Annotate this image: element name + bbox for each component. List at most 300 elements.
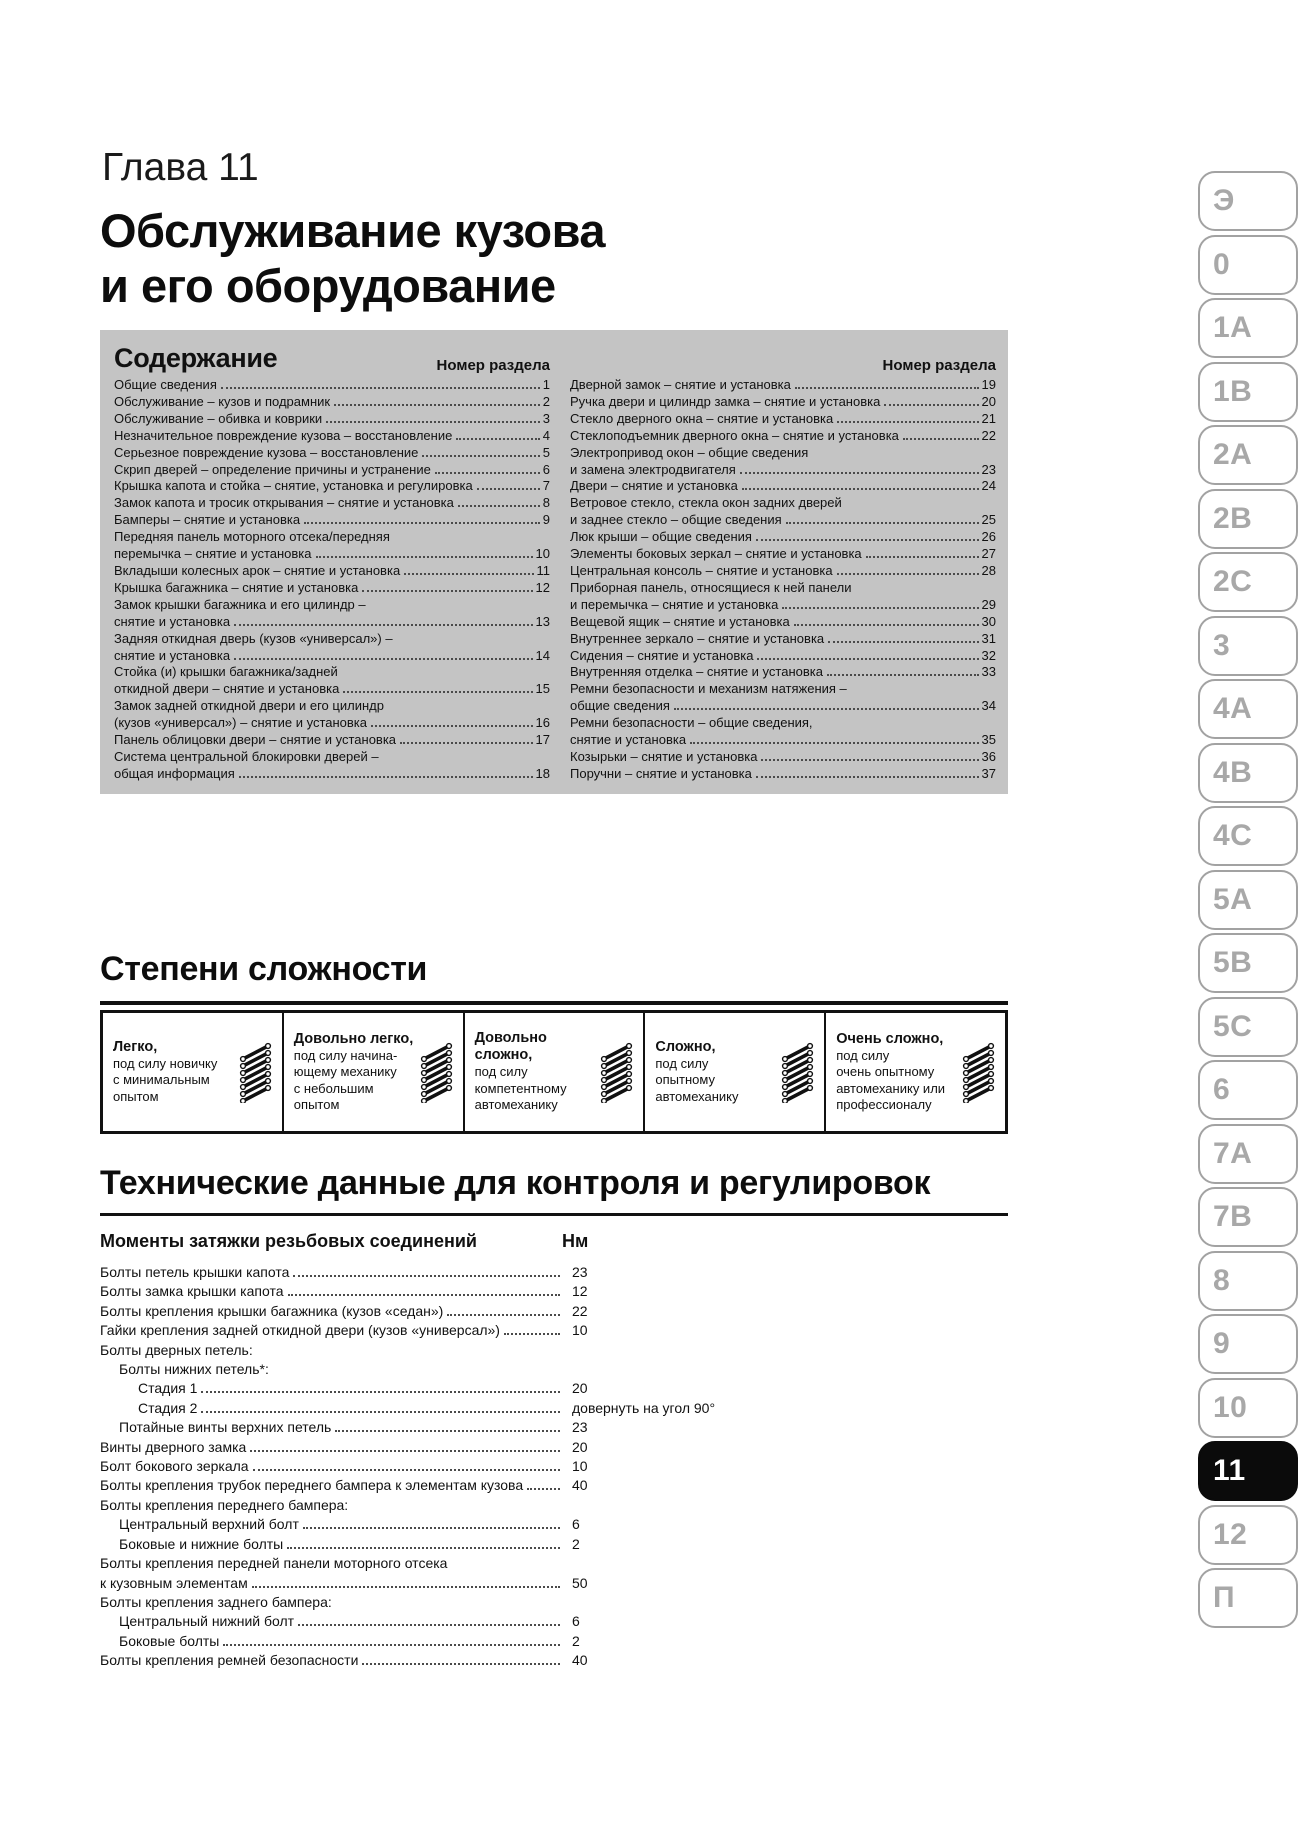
toc-item-label: Ветровое стекло, стекла окон задних дверей <box>570 495 842 511</box>
dotted-leader <box>298 1624 560 1626</box>
dotted-leader <box>362 590 532 592</box>
page-title-line1: Обслуживание кузова <box>100 204 606 257</box>
difficulty-level-text <box>113 1039 234 1106</box>
toc-heading: Содержание <box>114 343 278 373</box>
torque-row <box>100 1515 760 1534</box>
toc-item <box>570 749 996 766</box>
toc-item-label: Вкладыши колесных арок – снятие и установка <box>114 562 401 578</box>
toc-item <box>114 597 550 631</box>
toc-right-column <box>570 338 996 783</box>
torque-value: 40 <box>572 1652 588 1669</box>
torque-row-label: Боковые болты <box>119 1632 220 1649</box>
torque-row-label-zone <box>100 1593 562 1612</box>
toc-item-number: 13 <box>535 613 550 629</box>
torque-row <box>100 1418 760 1437</box>
torque-value: 40 <box>572 1477 588 1494</box>
toc-item-number: 25 <box>981 512 996 528</box>
side-tab: 2C <box>1198 552 1298 612</box>
toc-item-label: Двери – снятие и установка <box>570 478 738 494</box>
toc-item <box>570 580 996 614</box>
wrench-stack-icon <box>957 1041 1001 1103</box>
toc-item <box>570 631 996 648</box>
toc-item <box>114 377 550 394</box>
side-tab: П <box>1198 1568 1298 1628</box>
side-tab: 9 <box>1198 1314 1298 1374</box>
toc-item-line <box>114 614 550 631</box>
toc-item-line <box>114 597 550 614</box>
difficulty-level-desc-line: очень опытному <box>836 1064 935 1079</box>
dotted-leader <box>786 522 979 524</box>
torque-row-label-zone <box>100 1360 562 1379</box>
torque-row-label: Болты крепления передней панели моторного отсека <box>100 1555 448 1572</box>
toc-item-label: Скрип дверей – определение причины и устранение <box>114 461 431 477</box>
toc-item <box>570 529 996 546</box>
torque-row <box>100 1302 760 1321</box>
torque-row-label-zone <box>100 1554 562 1573</box>
toc-item-line <box>114 495 550 512</box>
toc-item-label: Передняя панель моторного отсека/передняя <box>114 529 390 545</box>
torque-row <box>100 1612 760 1631</box>
dotted-leader <box>447 1314 560 1316</box>
toc-item <box>570 478 996 495</box>
torque-row-label: Болт бокового зеркала <box>100 1458 249 1475</box>
torque-row-label-zone <box>100 1263 562 1282</box>
difficulty-level <box>643 1013 824 1131</box>
torque-row <box>100 1496 760 1515</box>
toc-item-number: 33 <box>981 664 996 680</box>
dotted-leader <box>456 438 539 440</box>
torque-value: 23 <box>572 1264 588 1280</box>
toc-item-line <box>114 462 550 479</box>
torque-row <box>100 1438 760 1457</box>
difficulty-level <box>103 1013 282 1131</box>
toc-item-line <box>570 462 996 479</box>
toc-item-label: Панель облицовки двери – снятие и установка <box>114 732 397 748</box>
toc-item-label: Ремни безопасности – общие сведения, <box>570 715 813 731</box>
toc-item <box>570 428 996 445</box>
side-tab: 5B <box>1198 933 1298 993</box>
toc-item-number: 35 <box>981 732 996 748</box>
dotted-leader <box>837 573 979 575</box>
toc-item-line <box>114 631 550 648</box>
toc-item-label: Серьезное повреждение кузова – восстановление <box>114 444 419 460</box>
torque-value: 20 <box>572 1438 588 1455</box>
toc-item-label: Стеклоподъемник дверного окна – снятие и установка <box>570 427 899 443</box>
difficulty-level-title: Довольно сложно, <box>474 1030 547 1064</box>
torque-row-label-zone <box>100 1632 562 1651</box>
toc-item-line <box>570 478 996 495</box>
toc-item-label: Электропривод окон – общие сведения <box>570 444 809 460</box>
dotted-leader <box>690 742 978 744</box>
toc-item <box>570 648 996 665</box>
toc-item <box>570 377 996 394</box>
toc-item-label: Центральная консоль – снятие и установка <box>570 562 833 578</box>
difficulty-level-desc-line: автомеханику или <box>836 1080 946 1096</box>
table-of-contents <box>100 330 1008 794</box>
torque-value: 10 <box>572 1322 588 1339</box>
dotted-leader <box>223 1644 560 1646</box>
dotted-leader <box>827 674 979 676</box>
toc-item-number: 29 <box>981 596 996 612</box>
toc-item-label: Замок капота и тросик открывания – снятие и установка <box>114 495 454 511</box>
dotted-leader <box>334 404 540 406</box>
dotted-leader <box>782 607 978 609</box>
wrench-stack-icon <box>415 1041 459 1103</box>
torque-row-label-zone <box>100 1438 562 1457</box>
toc-item <box>114 428 550 445</box>
toc-item-label: снятие и установка <box>570 732 687 748</box>
side-tab: 12 <box>1198 1505 1298 1565</box>
toc-item-number: 8 <box>542 495 550 511</box>
side-tab: 8 <box>1198 1251 1298 1311</box>
toc-item-number: 21 <box>981 410 996 426</box>
difficulty-level-desc-line: опытом <box>293 1097 340 1112</box>
dotted-leader <box>404 573 533 575</box>
side-tab-strip <box>1198 171 1298 1632</box>
torque-row-label-zone <box>100 1535 562 1554</box>
toc-item-label: Крышка багажника – снятие и установка <box>114 579 359 595</box>
toc-item-line <box>570 580 996 597</box>
torque-value: 6 <box>572 1516 580 1533</box>
toc-item-label: Замок задней откидной двери и его цилиндр <box>114 698 384 714</box>
toc-item-line <box>570 377 996 394</box>
toc-item-number: 15 <box>535 681 550 697</box>
toc-item-line <box>114 394 550 411</box>
torque-row-label: Болты замка крышки капота <box>100 1283 284 1300</box>
torque-value: 2 <box>572 1632 580 1649</box>
toc-left-column <box>114 338 550 783</box>
torque-unit-header: Нм <box>562 1231 589 1251</box>
side-tab: 2A <box>1198 425 1298 485</box>
torque-row <box>100 1263 760 1282</box>
dotted-leader <box>316 556 533 558</box>
toc-item-number: 32 <box>981 647 996 663</box>
toc-item-line <box>114 732 550 749</box>
toc-item <box>114 580 550 597</box>
toc-item-label: Ручка двери и цилиндр замка – снятие и установка <box>570 393 881 409</box>
torque-row-label-zone <box>100 1321 562 1340</box>
toc-item-line <box>114 377 550 394</box>
dotted-leader <box>287 1547 560 1549</box>
torque-row-label-zone <box>100 1651 562 1670</box>
side-tab: 5C <box>1198 997 1298 1057</box>
side-tab: 1A <box>1198 298 1298 358</box>
toc-item <box>114 512 550 529</box>
toc-item-label: откидной двери – снятие и установка <box>114 681 340 697</box>
torque-row-label: к кузовным элементам <box>100 1574 248 1591</box>
dotted-leader <box>742 488 979 490</box>
side-tab: 7A <box>1198 1124 1298 1184</box>
toc-item <box>570 766 996 783</box>
toc-item-label: (кузов «универсал») – снятие и установка <box>114 715 368 731</box>
difficulty-level-desc-line: под силу <box>474 1064 528 1080</box>
dotted-leader <box>740 472 979 474</box>
toc-item-number: 24 <box>981 478 996 494</box>
wrench-stack-icon <box>595 1041 639 1103</box>
toc-item-line <box>114 664 550 681</box>
toc-item-label: Обслуживание – кузов и подрамник <box>114 393 331 409</box>
toc-item-number: 10 <box>535 546 550 562</box>
torque-row <box>100 1360 760 1379</box>
torque-row-label: Потайные винты верхних петель <box>119 1419 332 1436</box>
toc-item-line <box>570 529 996 546</box>
difficulty-heading: Степени сложности <box>100 950 1008 1005</box>
torque-row-label-zone <box>100 1515 562 1534</box>
dotted-leader <box>504 1333 560 1335</box>
toc-item <box>570 394 996 411</box>
toc-item <box>570 715 996 749</box>
toc-item-number: 16 <box>535 715 550 731</box>
toc-item-line <box>114 563 550 580</box>
torque-value: 2 <box>572 1535 580 1552</box>
torque-row <box>100 1282 760 1301</box>
dotted-leader <box>795 387 979 389</box>
toc-item-line <box>570 681 996 698</box>
toc-item-line <box>570 732 996 749</box>
toc-item-label: Дверной замок – снятие и установка <box>570 377 791 392</box>
dotted-leader <box>253 1469 560 1471</box>
dotted-leader <box>343 691 532 693</box>
difficulty-level-desc-line: компетентному <box>474 1080 567 1096</box>
toc-item-line <box>114 698 550 715</box>
dotted-leader <box>422 455 539 457</box>
toc-item <box>570 563 996 580</box>
difficulty-level-text <box>836 1031 957 1114</box>
dotted-leader <box>794 624 979 626</box>
toc-item-label: Стойка (и) крышки багажника/задней <box>114 664 338 680</box>
toc-item-line <box>114 445 550 462</box>
toc-item-label: Вещевой ящик – снятие и установка <box>570 613 790 629</box>
toc-item-line <box>570 597 996 614</box>
toc-item-label: Незначительное повреждение кузова – восстановление <box>114 427 453 443</box>
side-tab: 4C <box>1198 806 1298 866</box>
difficulty-level-desc-line: автомеханику <box>474 1097 558 1113</box>
dotted-leader <box>828 641 978 643</box>
torque-row-label: Болты крепления переднего бампера: <box>100 1496 349 1513</box>
difficulty-level <box>282 1013 463 1131</box>
torque-row-label-zone <box>100 1496 562 1515</box>
torque-row-label-zone <box>100 1476 562 1495</box>
torque-value: 12 <box>572 1283 588 1300</box>
toc-item-label: Приборная панель, относящиеся к ней панели <box>570 579 852 595</box>
dotted-leader <box>756 539 979 541</box>
toc-item <box>570 614 996 631</box>
toc-item-label: Бамперы – снятие и установка <box>114 512 301 528</box>
toc-item-number: 5 <box>542 444 550 460</box>
toc-item-number: 36 <box>981 748 996 764</box>
toc-item <box>114 394 550 411</box>
toc-item-label: Система центральной блокировки дверей – <box>114 748 379 764</box>
torque-row-label: Болты дверных петель: <box>100 1341 253 1358</box>
toc-item-number: 19 <box>981 377 996 392</box>
dotted-leader <box>304 522 540 524</box>
dotted-leader <box>288 1294 561 1296</box>
toc-item-line <box>570 715 996 732</box>
toc-item-number: 37 <box>981 765 996 781</box>
toc-item <box>114 698 550 732</box>
dotted-leader <box>400 742 532 744</box>
toc-item-line <box>114 529 550 546</box>
toc-left-header <box>114 338 550 374</box>
toc-item-number: 1 <box>542 377 550 392</box>
toc-item <box>570 495 996 529</box>
torque-row <box>100 1554 760 1573</box>
technical-data-heading: Технические данные для контроля и регулировок <box>100 1164 1008 1216</box>
difficulty-level-desc-line: опытному <box>655 1072 715 1088</box>
toc-item-label: Внутренняя отделка – снятие и установка <box>570 664 823 680</box>
toc-item-label: Обслуживание – обивка и коврики <box>114 410 323 426</box>
dotted-leader <box>201 1391 560 1393</box>
toc-item-line <box>114 766 550 783</box>
torque-row-label-zone <box>100 1457 562 1476</box>
toc-item <box>114 462 550 479</box>
toc-item-number: 9 <box>542 512 550 528</box>
toc-item-label: Элементы боковых зеркал – снятие и установка <box>570 546 862 562</box>
toc-item-label: Общие сведения <box>114 377 217 392</box>
torque-row-label-zone <box>100 1612 562 1631</box>
torque-value: 10 <box>572 1458 588 1475</box>
toc-item-line <box>570 614 996 631</box>
toc-item <box>114 411 550 428</box>
torque-row <box>100 1651 760 1670</box>
torque-row-label: Центральный нижний болт <box>119 1613 295 1630</box>
torque-table <box>100 1263 760 1671</box>
torque-row <box>100 1535 760 1554</box>
difficulty-level-title: Довольно легко, <box>293 1030 414 1047</box>
torque-value: 6 <box>572 1613 580 1630</box>
side-tab-active: 11 <box>1198 1441 1298 1501</box>
dotted-leader <box>435 472 540 474</box>
toc-item-label: Ремни безопасности и механизм натяжения – <box>570 681 847 697</box>
torque-value: 50 <box>572 1574 588 1591</box>
dotted-leader <box>221 387 540 389</box>
toc-item-label: общие сведения <box>570 698 670 714</box>
toc-item-number: 27 <box>981 546 996 562</box>
torque-value: довернуть на угол 90° <box>572 1399 716 1416</box>
torque-row-label: Болты крепления крышки багажника (кузов «седан») <box>100 1302 444 1319</box>
toc-item-line <box>570 766 996 783</box>
side-tab: 1B <box>1198 362 1298 422</box>
page-title <box>100 204 605 313</box>
dotted-leader <box>326 421 540 423</box>
difficulty-level-desc-line: автомеханику <box>655 1088 739 1104</box>
toc-item-line <box>570 648 996 665</box>
torque-row-label: Болты петель крышки капота <box>100 1264 290 1280</box>
toc-item-line <box>570 495 996 512</box>
toc-item-line <box>114 411 550 428</box>
difficulty-level-desc-line: с небольшим <box>293 1080 374 1096</box>
toc-item-number: 14 <box>535 647 550 663</box>
torque-row-label-zone <box>100 1379 562 1398</box>
torque-row-label-zone <box>100 1341 562 1360</box>
difficulty-level-title: Легко, <box>113 1038 158 1055</box>
difficulty-level-desc-line: под силу начина- <box>293 1047 398 1063</box>
dotted-leader <box>903 438 979 440</box>
torque-row-label-zone <box>100 1302 562 1321</box>
torque-row-label: Болты крепления трубок переднего бампера к элементам кузова <box>100 1477 524 1494</box>
toc-item-label: общая информация <box>114 765 235 781</box>
toc-item-number: 23 <box>981 461 996 477</box>
toc-item-line <box>570 428 996 445</box>
toc-item-line <box>570 445 996 462</box>
toc-item-line <box>570 631 996 648</box>
toc-item-line <box>114 648 550 665</box>
dotted-leader <box>239 776 533 778</box>
side-tab: 0 <box>1198 235 1298 295</box>
toc-item-line <box>570 563 996 580</box>
difficulty-level-title: Сложно, <box>655 1038 716 1055</box>
side-tab: 6 <box>1198 1060 1298 1120</box>
toc-item-line <box>570 512 996 529</box>
dotted-leader <box>866 556 979 558</box>
difficulty-level-title: Очень сложно, <box>836 1030 944 1047</box>
difficulty-level-desc-line: под силу новичку <box>113 1055 218 1071</box>
side-tab: 4A <box>1198 679 1298 739</box>
dotted-leader <box>234 624 532 626</box>
dotted-leader <box>527 1488 560 1490</box>
dotted-leader <box>362 1663 560 1665</box>
difficulty-level-text <box>294 1031 415 1114</box>
difficulty-level-desc-line: опытом <box>113 1088 159 1104</box>
toc-section-number-header: Номер раздела <box>882 357 996 374</box>
difficulty-level <box>824 1013 1005 1131</box>
torque-value: 23 <box>572 1419 588 1436</box>
torque-row-label: Гайки крепления задней откидной двери (кузов «универсал») <box>100 1322 500 1339</box>
dotted-leader <box>293 1275 560 1277</box>
toc-item-label: Внутреннее зеркало – снятие и установка <box>570 630 825 646</box>
toc-item-label: Сидения – снятие и установка <box>570 647 754 663</box>
toc-item-number: 20 <box>981 393 996 409</box>
toc-item-number: 4 <box>542 427 550 443</box>
toc-item <box>570 445 996 479</box>
toc-item <box>570 546 996 563</box>
difficulty-level <box>463 1013 644 1131</box>
toc-item <box>114 529 550 563</box>
toc-item-line <box>114 428 550 445</box>
toc-item-line <box>570 698 996 715</box>
difficulty-level-text <box>475 1030 596 1114</box>
toc-item-line <box>570 546 996 563</box>
torque-row <box>100 1574 760 1593</box>
torque-row-label: Винты дверного замка <box>100 1438 247 1455</box>
difficulty-level-desc-line: ющему механику <box>293 1064 397 1079</box>
torque-row-label: Центральный верхний болт <box>119 1516 299 1533</box>
difficulty-level-desc-line: под силу <box>655 1055 709 1071</box>
toc-item <box>570 411 996 428</box>
torque-row-label-zone <box>100 1574 562 1593</box>
toc-item-number: 6 <box>542 461 550 477</box>
toc-item <box>114 495 550 512</box>
torque-row <box>100 1632 760 1651</box>
toc-item-line <box>570 411 996 428</box>
torque-row-label: Стадия 1 <box>138 1380 198 1397</box>
toc-item-label: Люк крыши – общие сведения <box>570 529 752 545</box>
toc-item-number: 34 <box>981 698 996 714</box>
toc-item-label: Задняя откидная дверь (кузов «универсал») – <box>114 630 393 646</box>
toc-item-label: перемычка – снятие и установка <box>114 546 312 562</box>
toc-item-line <box>114 715 550 732</box>
toc-item-line <box>114 546 550 563</box>
torque-row <box>100 1341 760 1360</box>
dotted-leader <box>674 708 979 710</box>
toc-item-number: 31 <box>981 630 996 646</box>
dotted-leader <box>458 505 540 507</box>
difficulty-levels-box <box>100 1010 1008 1134</box>
side-tab: 3 <box>1198 616 1298 676</box>
toc-item-number: 30 <box>981 613 996 629</box>
page-title-line2: и его оборудование <box>100 258 556 312</box>
toc-item-label: снятие и установка <box>114 613 231 629</box>
